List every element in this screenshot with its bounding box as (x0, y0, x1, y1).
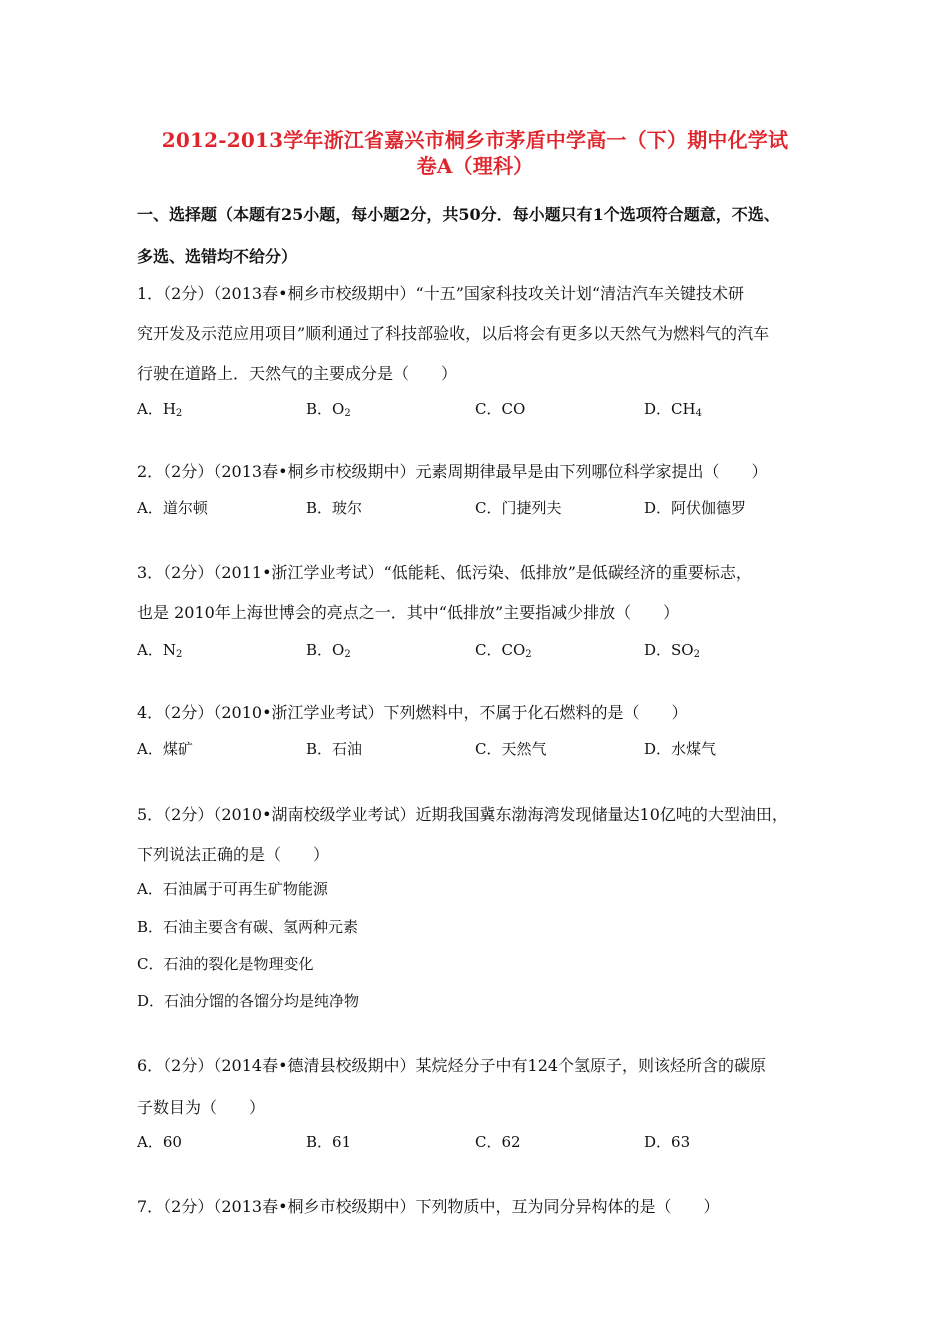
option-b: B．$O_2$ (306, 400, 351, 419)
option-a: A．道尔顿 (137, 499, 208, 517)
option-d: D．$CH_4$ (644, 400, 702, 419)
option-c: C．62 (475, 1133, 521, 1151)
option-b: B．石油主要含有碳、氢两种元素 (137, 918, 359, 936)
question-text-line: 子数目为（ ） (137, 1098, 266, 1117)
question-text-line: 究开发及示范应用项目”顺利通过了科技部验收，以后将会有更多以天然气为燃料气的汽车 (137, 324, 770, 343)
section-heading-line-1: 一、选择题（本题有25小题，每小题2分，共50分．每小题只有1个选项符合题意，不选、 (137, 205, 780, 224)
option-a: A．石油属于可再生矿物能源 (137, 880, 328, 898)
option-b: B．玻尔 (306, 499, 363, 517)
option-b: B．61 (306, 1133, 352, 1151)
question-text-line: 6．（2分）（2014春•德清县校级期中）某烷烃分子中有124个氢原子，则该烃所含的碳原 (137, 1056, 767, 1075)
option-c: C．石油的裂化是物理变化 (137, 955, 314, 973)
option-b: B．石油 (306, 740, 363, 758)
title-line-1: 2012-2013学年浙江省嘉兴市桐乡市茅盾中学高一（下）期中化学试 (161, 128, 789, 152)
question-text-line: 也是 2010年上海世博会的亮点之一．其中“低排放”主要指减少排放（ ） (137, 603, 680, 622)
section-heading-line-2: 多选、选错均不给分） (137, 247, 298, 266)
option-d: D．阿伏伽德罗 (644, 499, 747, 517)
option-b: B．$O_2$ (306, 641, 351, 660)
title-line-2: 卷A（理科） (416, 154, 534, 178)
option-d: D．63 (644, 1133, 691, 1151)
option-d: D．水煤气 (644, 740, 717, 758)
option-a: A．$N_2$ (137, 641, 183, 660)
option-c: C．$CO_2$ (475, 641, 532, 660)
question-text-line: 5．（2分）（2010•湖南校级学业考试）近期我国冀东渤海湾发现储量达10亿吨的大型油田， (137, 805, 788, 824)
option-c: C．门捷列夫 (475, 499, 562, 517)
option-d: D．$SO_2$ (644, 641, 700, 660)
question-text-line: 3．（2分）（2011•浙江学业考试）“低能耗、低污染、低排放”是低碳经济的重要标志， (137, 563, 752, 582)
question-text-line: 4．（2分）（2010•浙江学业考试）下列燃料中，不属于化石燃料的是（ ） (137, 703, 688, 722)
option-a: A．$H_2$ (137, 400, 183, 419)
option-c: C．天然气 (475, 740, 547, 758)
question-text-line: 2．（2分）（2013春•桐乡市校级期中）元素周期律最早是由下列哪位科学家提出（ ） (137, 462, 768, 481)
option-d: D．石油分馏的各馏分均是纯净物 (137, 992, 360, 1010)
question-text-line: 行驶在道路上．天然气的主要成分是（ ） (137, 364, 458, 383)
option-a: A．煤矿 (137, 740, 193, 758)
question-text-line: 7．（2分）（2013春•桐乡市校级期中）下列物质中，互为同分异构体的是（ ） (137, 1197, 720, 1216)
option-c: C．CO (475, 400, 526, 418)
option-a: A．60 (137, 1133, 182, 1151)
question-text-line: 1．（2分）（2013春•桐乡市校级期中）“十五”国家科技攻关计划“清洁汽车关键技术研 (137, 284, 745, 303)
question-text-line: 下列说法正确的是（ ） (137, 845, 330, 864)
